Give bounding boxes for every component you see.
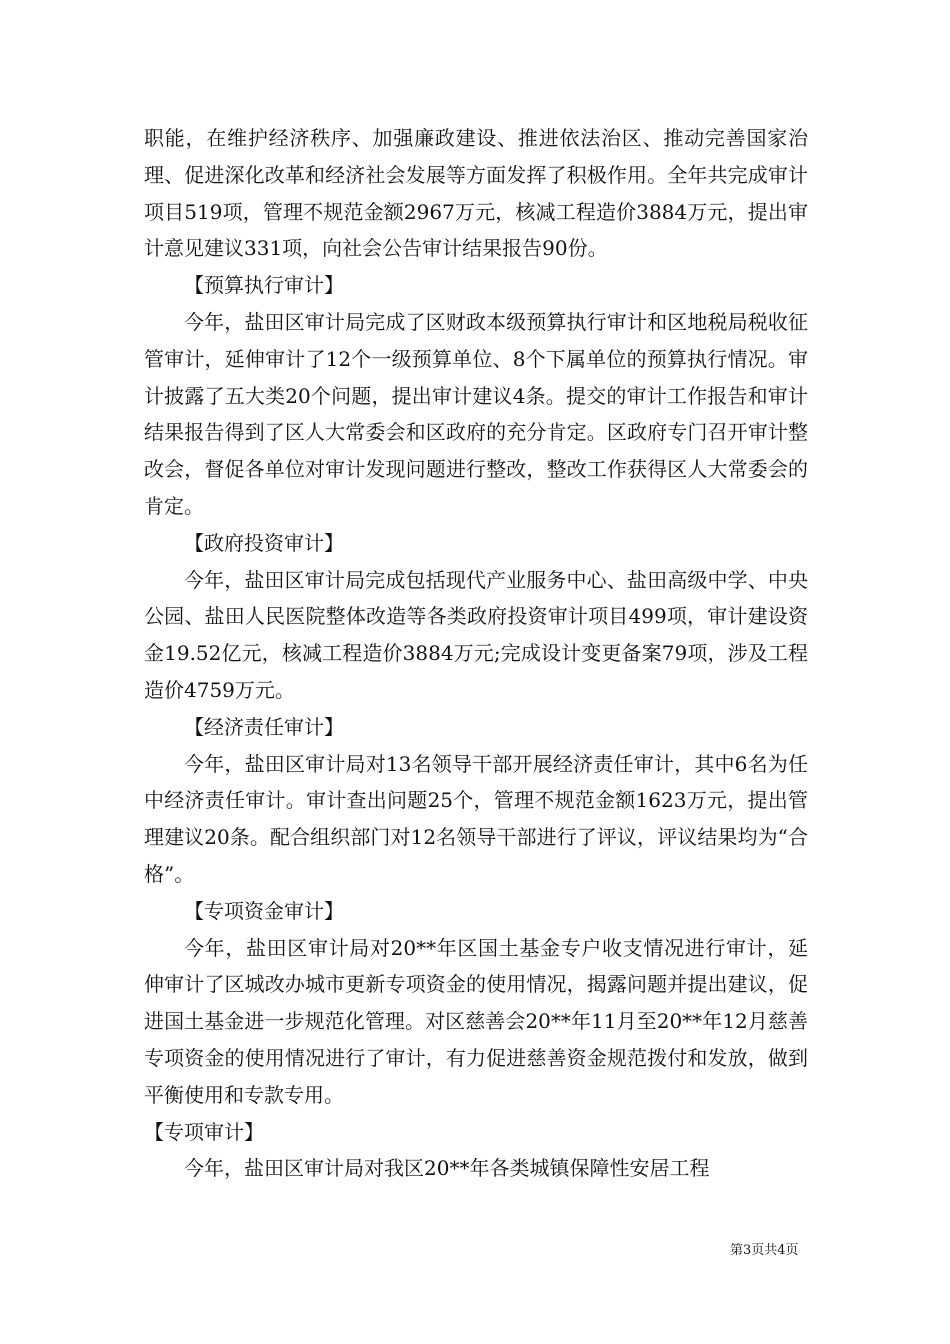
paragraph-government-investment-audit: 今年，盐田区审计局完成包括现代产业服务中心、盐田高级中学、中央公园、盐田人民医院整体改造等各类政府投资审计项目499项，审计建设资金19.52亿元，核减工程造价3884万元;完成设计变更备案79项，涉及工程造价4759万元。 [144, 567, 808, 702]
section-heading-special-funds-audit: 【专项资金审计】 [184, 898, 344, 923]
section-heading-economic-responsibility-audit: 【经济责任审计】 [184, 714, 344, 739]
paragraph-intro-continued: 职能，在维护经济秩序、加强廉政建设、推进依法治区、推动完善国家治理、促进深化改革和经济社会发展等方面发挥了积极作用。全年共完成审计项目519项，管理不规范金额2967万元，核减工程造价3884万元，提出审计意见建议331项，向社会公告审计结果报告90份。 [144, 126, 808, 261]
paragraph-economic-responsibility-audit: 今年，盐田区审计局对13名领导干部开展经济责任审计，其中6名为任中经济责任审计。审计查出问题25个，管理不规范金额1623万元，提出管理建议20条。配合组织部门对12名领导干部进行了评议，评议结果均为“合格”。 [144, 751, 808, 886]
paragraph-special-funds-audit: 今年，盐田区审计局对20**年区国土基金专户收支情况进行审计，延伸审计了区城改办城市更新专项资金的使用情况，揭露问题并提出建议，促进国土基金进一步规范化管理。对区慈善会20**年11月至20**年12月慈善专项资金的使用情况进行了审计，有力促进慈善资金规范拨付和发放，做到平衡使用和专款专用。 [144, 935, 808, 1107]
document-body [144, 120, 808, 1187]
paragraph-budget-execution-audit: 今年，盐田区审计局完成了区财政本级预算执行审计和区地税局税收征管审计，延伸审计了12个一级预算单位、8个下属单位的预算执行情况。审计披露了五大类20个问题，提出审计建议4条。提交的审计工作报告和审计结果报告得到了区人大常委会和区政府的充分肯定。区政府专门召开审计整改会，督促各单位对审计发现问题进行整改，整改工作获得区人大常委会的肯定。 [144, 309, 808, 518]
page-number-footer: 第3页共4页 [730, 1243, 799, 1258]
section-heading-budget-execution-audit: 【预算执行审计】 [184, 273, 344, 298]
paragraph-special-audit: 今年，盐田区审计局对我区20**年各类城镇保障性安居工程 [184, 1156, 710, 1181]
section-heading-government-investment-audit: 【政府投资审计】 [184, 530, 344, 555]
section-heading-special-audit: 【专项审计】 [144, 1119, 264, 1144]
